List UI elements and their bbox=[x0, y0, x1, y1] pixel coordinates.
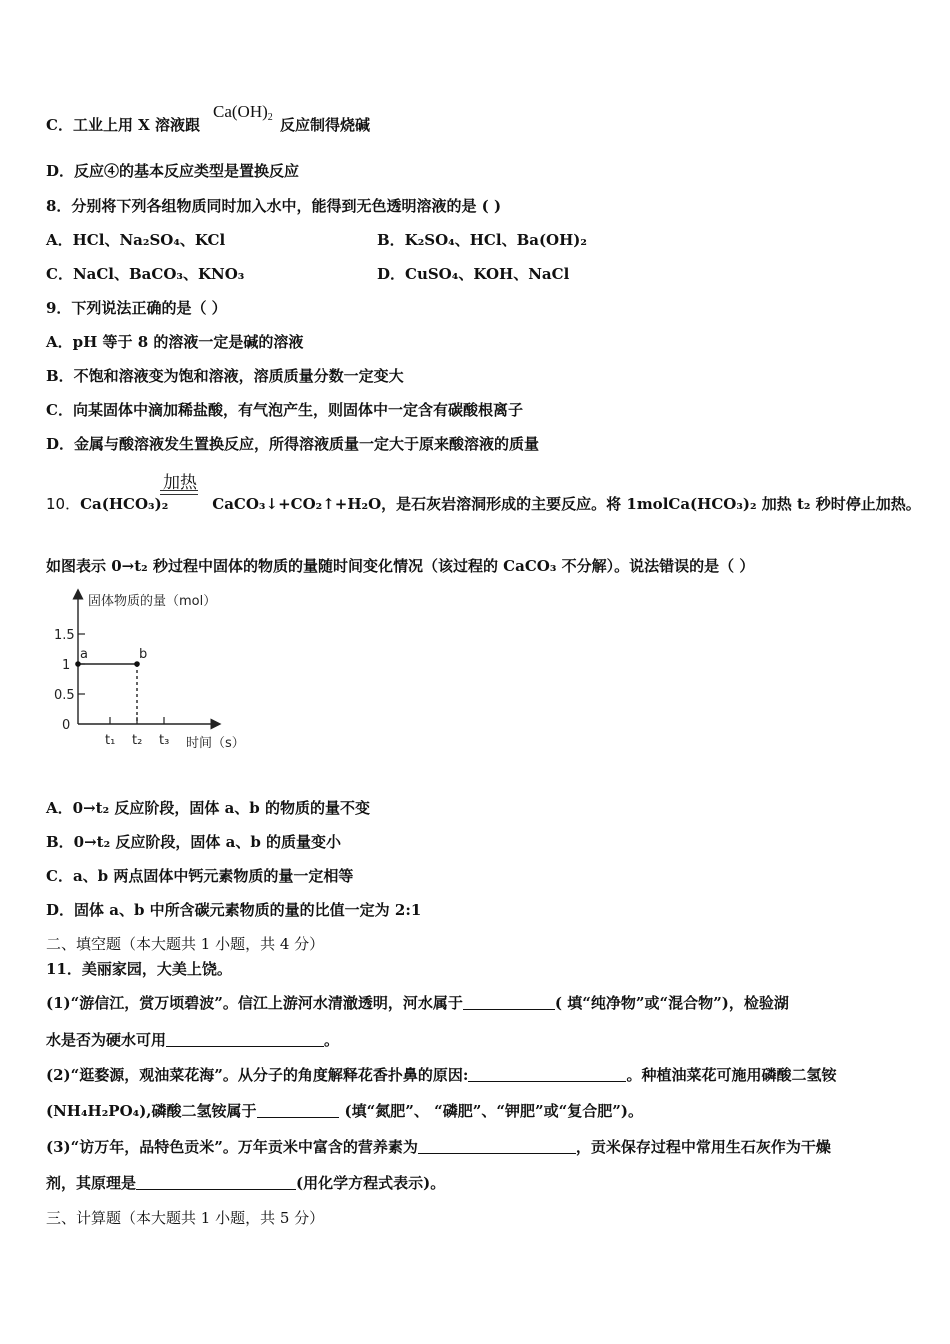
q11-part1-line1: (1)“游信江，赏万顷碧波”。信江上游河水清澈透明，河水属于 ( 填“纯净物”或“混合物”)，检验湖 bbox=[46, 994, 789, 1012]
q11-stem: 11．美丽家园，大美上饶。 bbox=[46, 960, 232, 978]
x-ticks bbox=[105, 717, 169, 748]
q8-option-a: A．HCl、Na₂SO₄、KCl bbox=[46, 231, 226, 249]
q10-option-d: D．固体 a、b 中所含碳元素物质的量的比值一定为 2:1 bbox=[46, 901, 422, 919]
q9-option-b: B．不饱和溶液变为饱和溶液，溶质质量分数一定变大 bbox=[46, 367, 404, 385]
q7-option-d: D．反应④的基本反应类型是置换反应 bbox=[46, 162, 300, 180]
q8-option-c: C．NaCl、BaCO₃、KNO₃ bbox=[46, 265, 245, 283]
q10-chart bbox=[40, 588, 260, 758]
q8-option-b: B．K₂SO₄、HCl、Ba(OH)₂ bbox=[377, 231, 587, 249]
q10-description: 如图表示 0→t₂ 秒过程中固体的物质的量随时间变化情况（该过程的 CaCO₃ 不分解）。说法错误的是（ ） bbox=[46, 557, 755, 575]
blank-2[interactable] bbox=[166, 1031, 324, 1047]
q9-stem: 9．下列说法正确的是（ ） bbox=[46, 299, 227, 317]
q11-part3-line1: (3)“访万年，品特色贡米”。万年贡米中富含的营养素为 ，贡米保存过程中常用生石灰作为干燥 bbox=[46, 1138, 831, 1156]
q10-condition-heating: 加热 bbox=[163, 473, 197, 492]
q7-formula-caoh2: $Ca(OH)_2$ bbox=[213, 102, 273, 123]
q10-option-a: A．0→t₂ 反应阶段，固体 a、b 的物质的量不变 bbox=[46, 799, 371, 817]
point-label-b: b bbox=[139, 647, 148, 662]
y-axis-label: 固体物质的量（mol） bbox=[88, 594, 217, 609]
q11-part2-line1: (2)“逛婺源，观油菜花海”。从分子的角度解释花香扑鼻的原因: 。种植油菜花可施用磷酸二氢铵 bbox=[46, 1066, 837, 1084]
y-tick-label: 1 bbox=[62, 658, 71, 673]
q11-part2-line2: (NH₄H₂PO₄),磷酸二氢铵属于 (填“氮肥”、 “磷肥”、“钾肥”或“复合肥”)。 bbox=[46, 1102, 643, 1120]
x-tick-label: t₃ bbox=[159, 733, 170, 748]
point-a bbox=[75, 661, 81, 667]
blank-4[interactable] bbox=[257, 1102, 339, 1118]
q10-reactant: Ca(HCO₃)₂ bbox=[80, 495, 169, 513]
q7-option-c bbox=[46, 115, 370, 135]
point-label-a: a bbox=[80, 647, 88, 662]
point-b bbox=[134, 661, 140, 667]
q11-part1-line2: 水是否为硬水可用 。 bbox=[46, 1031, 340, 1049]
section3-title: 三、计算题（本大题共 1 小题，共 5 分） bbox=[46, 1209, 325, 1227]
q9-option-a: A．pH 等于 8 的溶液一定是碱的溶液 bbox=[46, 333, 304, 351]
chart-series bbox=[75, 647, 147, 724]
q8-stem: 8．分别将下列各组物质同时加入水中，能得到无色透明溶液的是 ( ) bbox=[46, 197, 502, 215]
section2-title: 二、填空题（本大题共 1 小题，共 4 分） bbox=[46, 935, 325, 953]
y-tick-label: 0.5 bbox=[54, 688, 75, 703]
blank-5[interactable] bbox=[418, 1138, 576, 1154]
q10-number: 10． bbox=[46, 495, 81, 513]
q8-option-d: D．CuSO₄、KOH、NaCl bbox=[377, 265, 570, 283]
y-tick-label: 1.5 bbox=[54, 628, 75, 643]
x-axis-label: 时间（s） bbox=[186, 736, 245, 751]
q7-c-prefix: C．工业上用 X 溶液跟 bbox=[46, 116, 201, 134]
x-tick-label: t₂ bbox=[132, 733, 143, 748]
chart-svg bbox=[40, 588, 260, 758]
blank-6[interactable] bbox=[136, 1174, 296, 1190]
q7-c-suffix: 反应制得烧碱 bbox=[280, 116, 371, 134]
q9-option-c: C．向某固体中滴加稀盐酸，有气泡产生，则固体中一定含有碳酸根离子 bbox=[46, 401, 523, 419]
q10-stem bbox=[46, 494, 921, 514]
blank-3[interactable] bbox=[468, 1066, 626, 1082]
y-tick-label: 0 bbox=[62, 718, 71, 733]
y-ticks bbox=[54, 628, 85, 733]
q10-equation-rest: CaCO₃↓+CO₂↑+H₂O，是石灰岩溶洞形成的主要反应。将 1molCa(HCO₃)₂ 加热 t₂ 秒时停止加热。 bbox=[212, 495, 921, 513]
q10-option-b: B．0→t₂ 反应阶段，固体 a、b 的质量变小 bbox=[46, 833, 342, 851]
blank-1[interactable] bbox=[463, 994, 555, 1010]
q9-option-d: D．金属与酸溶液发生置换反应，所得溶液质量一定大于原来酸溶液的质量 bbox=[46, 435, 540, 453]
x-tick-label: t₁ bbox=[105, 733, 116, 748]
q11-part3-line2: 剂，其原理是 (用化学方程式表示)。 bbox=[46, 1174, 446, 1192]
q10-option-c: C．a、b 两点固体中钙元素物质的量一定相等 bbox=[46, 867, 354, 885]
